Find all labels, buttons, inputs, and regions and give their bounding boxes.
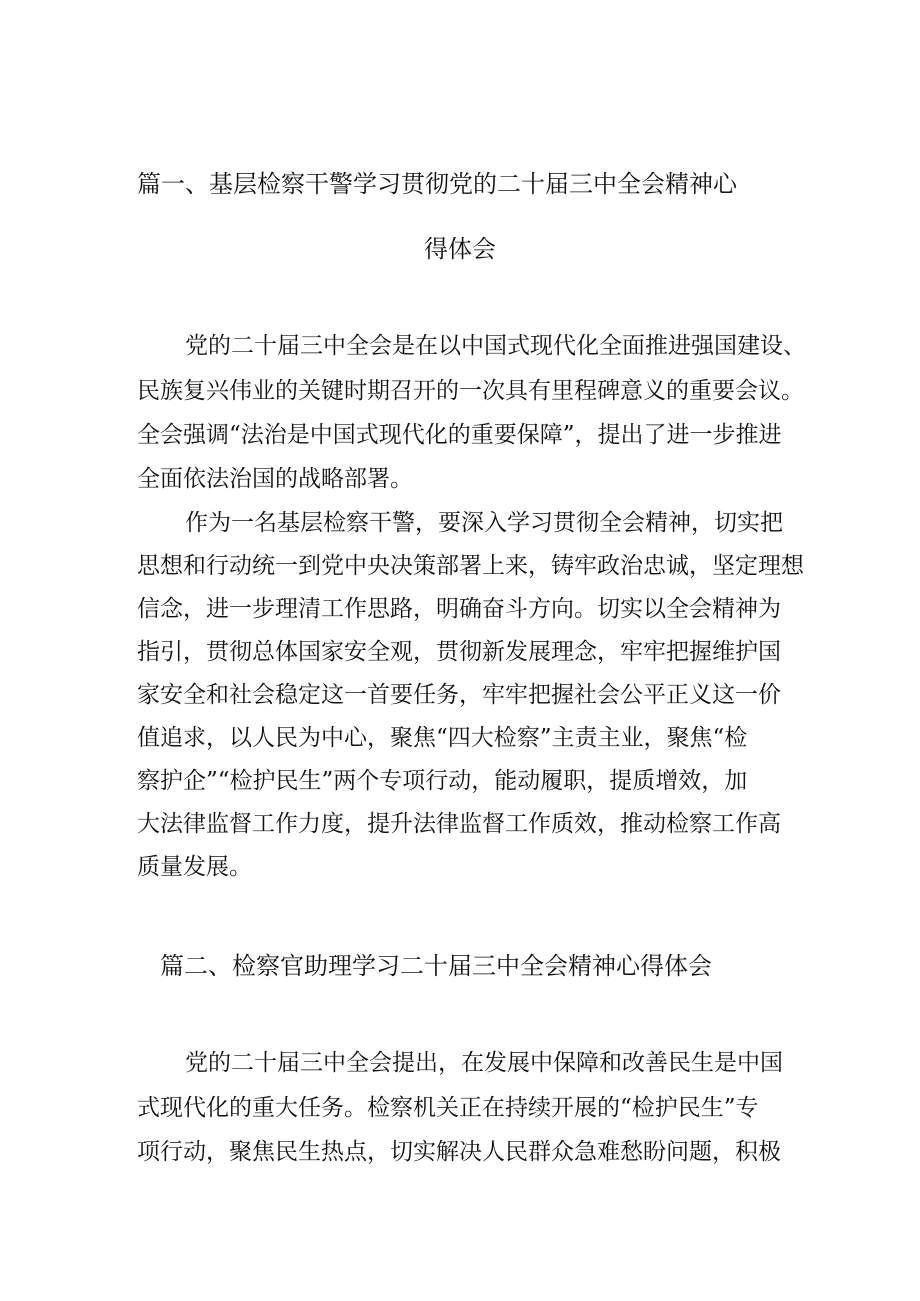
- paragraph-line: 指引，贯彻总体国家安全观，贯彻新发展理念，牢牢把握维护国: [137, 639, 781, 665]
- paragraph-line: 全面依法治国的战略部署。: [137, 466, 413, 492]
- paragraph-line: 全会强调“法治是中国式现代化的重要保障”，提出了进一步推进: [137, 422, 782, 448]
- paragraph-line: 信念，进一步理清工作思路，明确奋斗方向。切实以全会精神为: [137, 596, 781, 622]
- section-two-title: 篇二、检察官助理学习二十届三中全会精神心得体会: [160, 952, 712, 980]
- paragraph-line: 作为一名基层检察干警，要深入学习贯彻全会精神，切实把: [185, 510, 783, 536]
- paragraph-line: 质量发展。: [137, 854, 252, 880]
- paragraph-line: 党的二十届三中全会提出，在发展中保障和改善民生是中国: [185, 1050, 783, 1076]
- paragraph-line: 民族复兴伟业的关键时期召开的一次具有里程碑意义的重要会议。: [137, 378, 804, 404]
- paragraph-line: 式现代化的重大任务。检察机关正在持续开展的“检护民生”专: [137, 1095, 759, 1121]
- section-one-title-line-1: 篇一、基层检察干警学习贯彻党的二十届三中全会精神心: [137, 170, 737, 198]
- paragraph-line: 家安全和社会稳定这一首要任务，牢牢把握社会公平正义这一价: [137, 682, 781, 708]
- paragraph-line: 党的二十届三中全会是在以中国式现代化全面推进强国建设、: [185, 333, 806, 359]
- paragraph-line: 察护企”“检护民生”两个专项行动，能动履职，提质增效，加: [137, 768, 748, 794]
- section-one-title-line-2: 得体会: [424, 235, 496, 263]
- paragraph-line: 大法律监督工作力度，提升法律监督工作质效，推动检察工作高: [137, 811, 781, 837]
- paragraph-line: 思想和行动统一到党中央决策部署上来，铸牢政治忠诚，坚定理想: [137, 553, 804, 579]
- paragraph-line: 项行动，聚焦民生热点，切实解决人民群众急难愁盼问题，积极: [137, 1139, 781, 1165]
- paragraph-line: 值追求，以人民为中心，聚焦“四大检察”主责主业，聚焦“检: [137, 725, 748, 751]
